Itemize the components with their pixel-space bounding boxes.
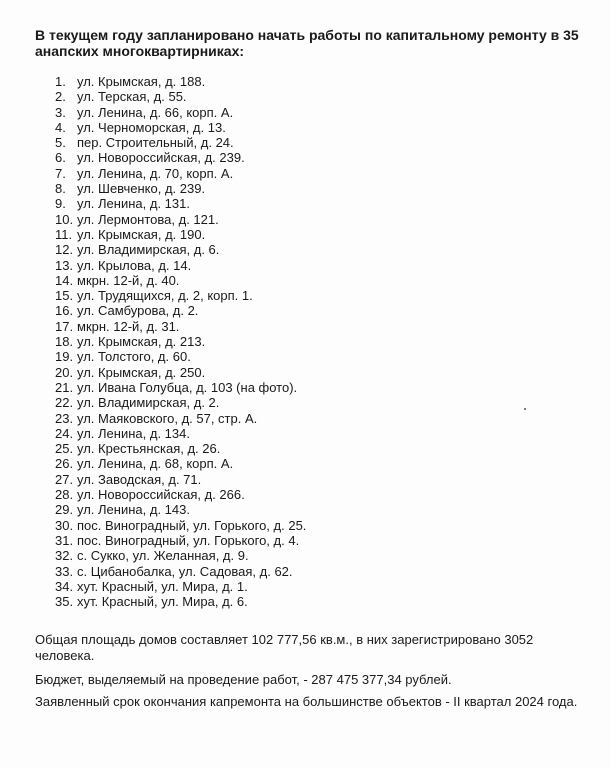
address-item xyxy=(55,303,306,318)
address-text: ул. Самбурова, д. 2. xyxy=(77,303,199,319)
address-number: 8. xyxy=(55,181,66,197)
deadline-summary: Заявленный срок окончания капремонта на большинстве объектов - II квартал 2024 года. xyxy=(35,694,578,709)
address-text: пос. Виноградный, ул. Горького, д. 25. xyxy=(77,517,307,533)
address-item xyxy=(55,89,306,104)
address-text: ул. Крымская, д. 190. xyxy=(77,226,206,242)
address-item xyxy=(55,166,306,181)
address-text: пер. Строительный, д. 24. xyxy=(77,135,234,151)
address-item xyxy=(55,212,306,227)
address-item xyxy=(55,242,306,257)
address-number: 15. xyxy=(55,288,74,304)
address-text: хут. Красный, ул. Мира, д. 1. xyxy=(77,578,248,594)
scan-speck xyxy=(524,408,526,410)
budget-summary: Бюджет, выделяемый на проведение работ, - 287 475 377,34 рублей. xyxy=(35,672,452,687)
address-number: 28. xyxy=(55,487,74,503)
address-number: 6. xyxy=(55,150,66,166)
address-text: ул. Ленина, д. 131. xyxy=(77,196,190,212)
address-number: 26. xyxy=(55,456,74,472)
address-text: ул. Ленина, д. 143. xyxy=(77,502,190,518)
address-item xyxy=(55,548,306,563)
address-item xyxy=(55,288,306,303)
address-text: ул. Трудящихся, д. 2, корп. 1. xyxy=(77,288,253,304)
address-number: 32. xyxy=(55,548,74,564)
address-item xyxy=(55,227,306,242)
address-text: ул. Маяковского, д. 57, стр. А. xyxy=(77,410,258,426)
address-number: 27. xyxy=(55,471,74,487)
address-number: 2. xyxy=(55,89,66,105)
address-item xyxy=(55,258,306,273)
address-number: 12. xyxy=(55,242,74,258)
address-text: ул. Ленина, д. 68, корп. А. xyxy=(77,456,234,472)
address-text: ул. Новороссийская, д. 266. xyxy=(77,487,245,503)
address-item xyxy=(55,181,306,196)
address-item xyxy=(55,594,306,609)
address-text: ул. Новороссийская, д. 239. xyxy=(77,150,245,166)
address-text: ул. Владимирская, д. 6. xyxy=(77,242,220,258)
address-number: 1. xyxy=(55,74,66,89)
address-item xyxy=(55,487,306,502)
address-number: 17. xyxy=(55,318,74,334)
address-text: ул. Владимирская, д. 2. xyxy=(77,395,220,411)
address-item xyxy=(55,319,306,334)
address-number: 5. xyxy=(55,135,66,151)
area-summary: Общая площадь домов составляет 102 777,56 кв.м., в них зарегистрировано 3052 человека. xyxy=(35,632,534,663)
address-text: ул. Крылова, д. 14. xyxy=(77,257,192,273)
address-text: пос. Виноградный, ул. Горького, д. 4. xyxy=(77,532,300,548)
address-number: 25. xyxy=(55,441,74,457)
address-item xyxy=(55,380,306,395)
address-number: 11. xyxy=(55,226,73,242)
address-text: ул. Ивана Голубца, д. 103 (на фото). xyxy=(77,379,298,395)
address-text: ул. Толстого, д. 60. xyxy=(77,349,191,365)
address-item xyxy=(55,502,306,517)
address-number: 30. xyxy=(55,517,74,533)
address-item xyxy=(55,411,306,426)
address-item xyxy=(55,472,306,487)
address-number: 3. xyxy=(55,104,66,120)
address-number: 7. xyxy=(55,165,66,181)
address-number: 18. xyxy=(55,334,74,350)
address-item xyxy=(55,365,306,380)
address-item xyxy=(55,196,306,211)
address-number: 33. xyxy=(55,563,74,579)
address-text: ул. Заводская, д. 71. xyxy=(77,471,202,487)
address-text: ул. Ленина, д. 66, корп. А. xyxy=(77,104,234,120)
address-item xyxy=(55,349,306,364)
address-text: ул. Лермонтова, д. 121. xyxy=(77,211,219,227)
address-text: мкрн. 12-й, д. 31. xyxy=(77,318,180,334)
address-text: с. Цибанобалка, ул. Садовая, д. 62. xyxy=(77,563,293,579)
address-item xyxy=(55,273,306,288)
address-number: 13. xyxy=(55,257,74,273)
address-item xyxy=(55,135,306,150)
address-item xyxy=(55,579,306,594)
address-item xyxy=(55,120,306,135)
address-number: 16. xyxy=(55,303,74,319)
address-text: ул. Крымская, д. 250. xyxy=(77,364,206,380)
address-text: ул. Черноморская, д. 13. xyxy=(77,119,226,135)
address-number: 19. xyxy=(55,349,74,365)
address-number: 21. xyxy=(55,379,74,395)
address-text: ул. Шевченко, д. 239. xyxy=(77,181,206,197)
address-list xyxy=(55,74,306,609)
address-number: 24. xyxy=(55,425,74,441)
address-item xyxy=(55,105,306,120)
document-heading: В текущем году запланировано начать работы по капитальному ремонту в 35 анапских многоквартирниках: xyxy=(35,27,579,59)
address-item xyxy=(55,426,306,441)
address-number: 9. xyxy=(55,196,66,212)
address-number: 31. xyxy=(55,532,74,548)
address-number: 14. xyxy=(55,272,74,288)
address-text: с. Сукко, ул. Желанная, д. 9. xyxy=(77,548,249,564)
address-item xyxy=(55,334,306,349)
address-number: 20. xyxy=(55,364,74,380)
address-text: ул. Крымская, д. 188. xyxy=(77,74,206,89)
address-text: ул. Крымская, д. 213. xyxy=(77,334,206,350)
address-number: 23. xyxy=(55,410,74,426)
address-item xyxy=(55,150,306,165)
address-number: 29. xyxy=(55,502,74,518)
address-item xyxy=(55,74,306,89)
address-number: 4. xyxy=(55,119,66,135)
address-text: мкрн. 12-й, д. 40. xyxy=(77,272,180,288)
address-number: 10. xyxy=(55,211,74,227)
address-text: ул. Крестьянская, д. 26. xyxy=(77,441,221,457)
address-number: 34. xyxy=(55,578,74,594)
address-item xyxy=(55,564,306,579)
address-number: 22. xyxy=(55,395,74,411)
address-text: ул. Терская, д. 55. xyxy=(77,89,187,105)
address-item xyxy=(55,441,306,456)
address-text: ул. Ленина, д. 134. xyxy=(77,425,190,441)
address-number: 35. xyxy=(55,594,74,610)
address-text: ул. Ленина, д. 70, корп. А. xyxy=(77,165,234,181)
address-item xyxy=(55,533,306,548)
address-item xyxy=(55,518,306,533)
address-item xyxy=(55,395,306,410)
address-item xyxy=(55,456,306,471)
address-text: хут. Красный, ул. Мира, д. 6. xyxy=(77,594,248,610)
